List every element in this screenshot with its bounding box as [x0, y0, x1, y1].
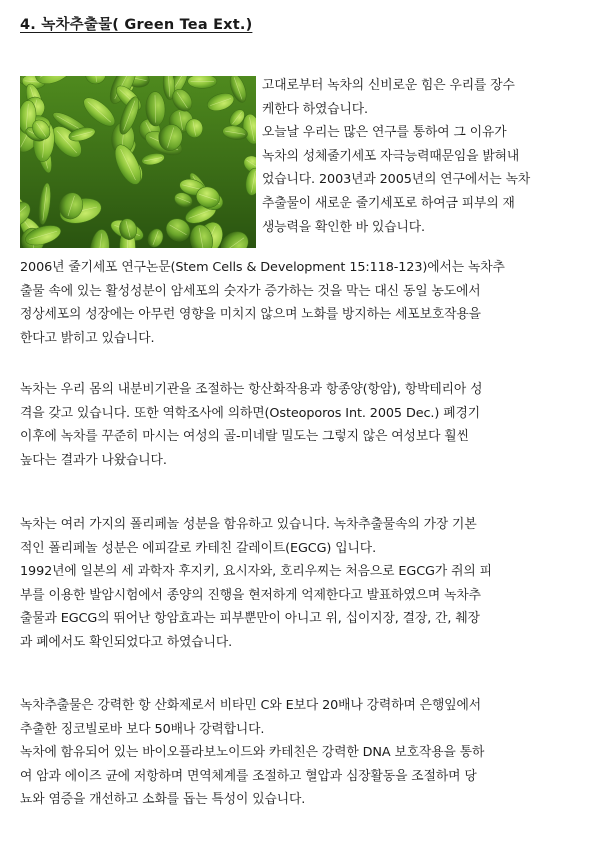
- section-title: 4. 녹차추출물( Green Tea Ext.): [20, 17, 253, 33]
- text-line: 격을 갖고 있습니다. 또한 역학조사에 의하면(Osteoporos Int. 2005 Dec.) 폐경기: [20, 405, 481, 421]
- paragraph-polyphenol: [20, 513, 580, 655]
- paragraph-antioxidant: [20, 378, 580, 472]
- text-line: 뇨와 염증을 개선하고 소화를 돕는 특성이 있습니다.: [20, 792, 306, 808]
- intro-full-paragraph: [20, 256, 580, 350]
- text-line: 과 폐에서도 확인되었다고 하였습니다.: [20, 634, 233, 650]
- text-line: 녹차는 여러 가지의 폴리페놀 성분을 함유하고 있습니다. 녹차추출물속의 가장 기본: [20, 517, 477, 532]
- text-line: 출물 속에 있는 활성성분이 암세포의 숫자가 증가하는 것을 막는 대신 동일 농도에서: [20, 283, 481, 299]
- text-line: 적인 폴리페놀 성분은 에피갈로 카테친 갈레이트(EGCG) 입니다.: [20, 540, 377, 556]
- text-line: 고대로부터 녹차의 신비로운 힘은 우리를 장수: [262, 78, 515, 93]
- text-line: 생능력을 확인한 바 있습니다.: [262, 219, 426, 235]
- text-line: 1992년에 일본의 세 과학자 후지키, 요시자와, 호리우찌는 처음으로 EGCG가 쥐의 피: [20, 564, 492, 580]
- text-line: 한다고 밝히고 있습니다.: [20, 330, 155, 346]
- text-line: 오늘날 우리는 많은 연구를 통하여 그 이유가: [262, 125, 507, 141]
- text-line: 었습니다. 2003년과 2005년의 연구에서는 녹차: [262, 172, 531, 188]
- text-line: 이후에 녹차를 꾸준히 마시는 여성의 골-미네랄 밀도는 그렇지 않은 여성보다 훨씬: [20, 429, 469, 445]
- text-line: 2006년 줄기세포 연구논문(Stem Cells & Development 15:118-123)에서는 녹차추: [20, 260, 505, 275]
- text-line: 정상세포의 성장에는 아무런 영향을 미치지 않으며 노화를 방지하는 세포보호작용을: [20, 307, 481, 323]
- text-line: 높다는 결과가 나왔습니다.: [20, 452, 167, 468]
- text-line: 케한다 하였습니다.: [262, 101, 369, 117]
- paragraph-dna-protection: [20, 694, 580, 812]
- green-tea-leaves-photo: [20, 76, 256, 248]
- text-line: 녹차에 함유되어 있는 바이오플라보노이드와 카테친은 강력한 DNA 보호작용을 통하: [20, 745, 485, 761]
- text-line: 녹차는 우리 몸의 내분비기관을 조절하는 항산화작용과 항종양(항암), 항박테리아 성: [20, 382, 483, 397]
- text-line: 부를 이용한 발암시험에서 종양의 진행을 현저하게 억제한다고 발표하였으며 녹차추: [20, 587, 481, 603]
- intro-side-paragraph: [262, 74, 580, 239]
- text-line: 추출한 징코빌로바 보다 50배나 강력합니다.: [20, 721, 265, 737]
- tea-leaf: [188, 76, 217, 88]
- text-line: 출물과 EGCG의 뛰어난 항암효과는 피부뿐만이 아니고 위, 십이지장, 결장, 간, 췌장: [20, 611, 480, 627]
- text-line: 녹차추출물은 강력한 항 산화제로서 비타민 C와 E보다 20배나 강력하며 은행잎에서: [20, 698, 481, 713]
- text-line: 추출물이 새로운 줄기세포로 하여금 피부의 재: [262, 195, 515, 211]
- text-line: 녹차의 성체줄기세포 자극능력때문임을 밝혀내: [262, 148, 520, 164]
- text-line: 여 암과 에이즈 균에 저항하며 면역체계를 조절하고 혈압과 심장활동을 조절하며 당: [20, 768, 477, 784]
